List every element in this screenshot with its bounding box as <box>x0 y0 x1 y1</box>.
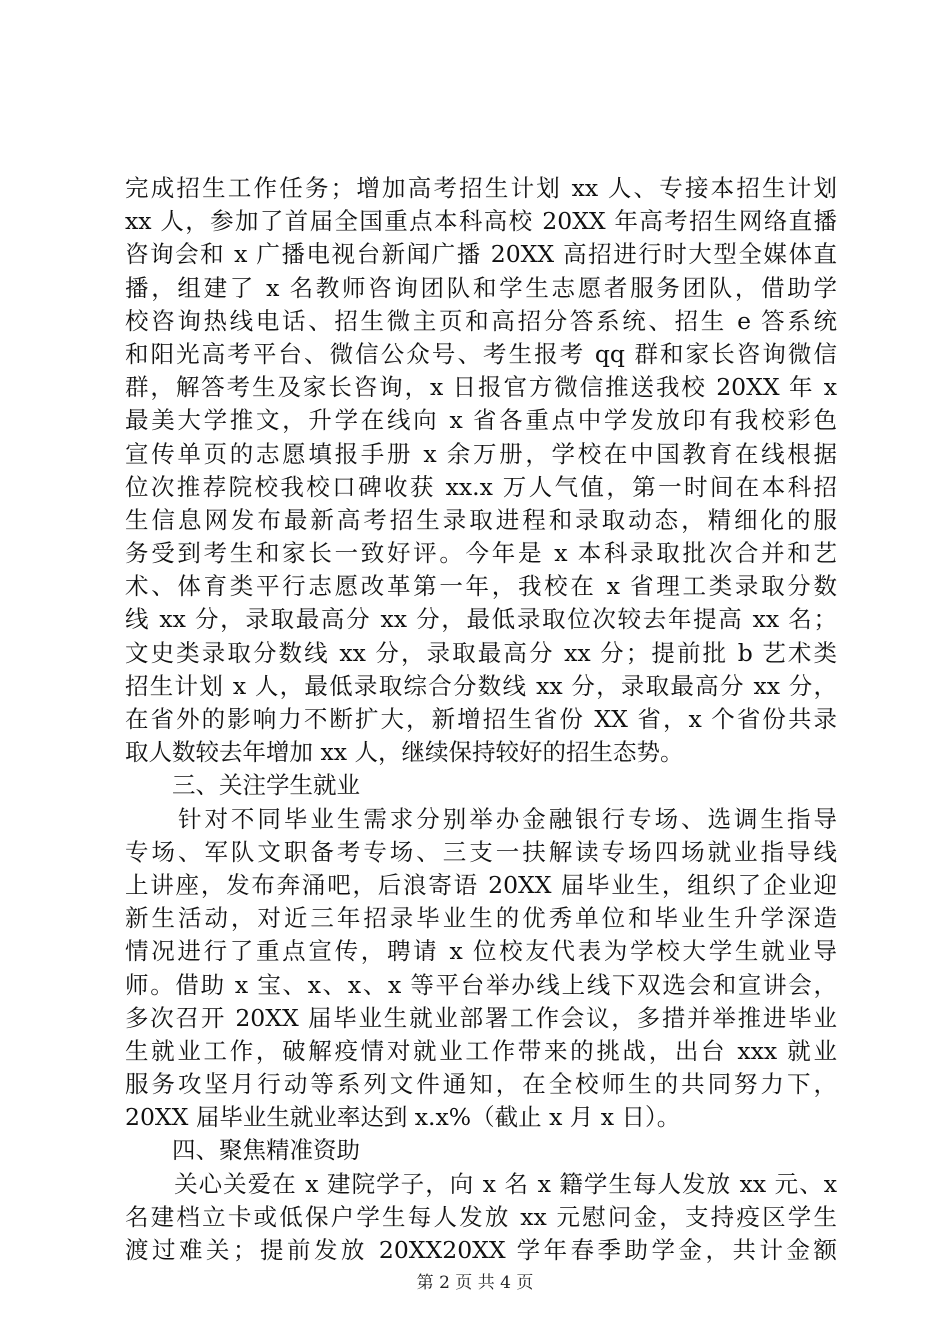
text-line: 群，解答考生及家长咨询，x 日报官方微信推送我校 20XX 年 x <box>125 373 837 402</box>
text-line: 专场、军队文职备考专场、三支一扶解读专场四场就业指导线 <box>125 837 837 866</box>
text-line: 咨询会和 x 广播电视台新闻广播 20XX 高招进行时大型全媒体直 <box>125 240 837 269</box>
text-line: 最美大学推文，升学在线向 x 省各重点中学发放印有我校彩色 <box>125 406 837 435</box>
text-line: 位次推荐院校我校口碑收获 xx.x 万人气值，第一时间在本科招 <box>125 472 837 501</box>
text-line: 播，组建了 x 名教师咨询团队和学生志愿者服务团队，借助学 <box>125 273 837 302</box>
document-body <box>125 172 837 1267</box>
text-line: 情况进行了重点宣传，聘请 x 位校友代表为学校大学生就业导 <box>125 937 837 966</box>
text-line: 20XX 届毕业生就业率达到 x.x%（截止 x 月 x 日）。 <box>125 1103 681 1132</box>
text-line: 服务攻坚月行动等系列文件通知，在全校师生的共同努力下， <box>125 1070 837 1099</box>
page-number: 第 2 页 共 4 页 <box>416 1273 534 1293</box>
text-line: 校咨询热线电话、招生微主页和高招分答系统、招生 e 答系统 <box>125 306 837 335</box>
text-line: 关心关爱在 x 建院学子，向 x 名 x 籍学生每人发放 xx 元、x <box>125 1169 837 1198</box>
text-line: xx 人，参加了首届全国重点本科高校 20XX 年高考招生网络直播 <box>125 207 837 236</box>
text-line: 在省外的影响力不断扩大，新增招生省份 XX 省，x 个省份共录 <box>125 705 837 733</box>
text-line: 招生计划 x 人，最低录取综合分数线 xx 分，录取最高分 xx 分， <box>125 671 837 700</box>
text-line: 渡过难关；提前发放 20XX20XX 学年春季助学金，共计金额 <box>125 1236 837 1264</box>
text-line: 师。借助 x 宝、x、x、x 等平台举办线上线下双选会和宣讲会， <box>125 970 837 999</box>
text-line: 生就业工作，破解疫情对就业工作带来的挑战，出台 xxx 就业 <box>125 1036 837 1065</box>
text-line: 文史类录取分数线 xx 分，录取最高分 xx 分；提前批 b 艺术类 <box>125 638 837 667</box>
text-line: 多次召开 20XX 届毕业生就业部署工作会议，多措并举推进毕业 <box>125 1003 837 1032</box>
text-line: 生信息网发布最新高考招生录取进程和录取动态，精细化的服 <box>125 505 837 534</box>
text-line: 务受到考生和家长一致好评。今年是 x 本科录取批次合并和艺 <box>125 539 837 568</box>
text-line: 宣传单页的志愿填报手册 x 余万册，学校在中国教育在线根据 <box>125 439 837 468</box>
text-line: 和阳光高考平台、微信公众号、考生报考 qq 群和家长咨询微信 <box>125 339 837 368</box>
text-line: 取人数较去年增加 xx 人，继续保持较好的招生态势。 <box>125 738 684 767</box>
page-footer <box>0 1272 950 1294</box>
text-line: 新生活动，对近三年招录毕业生的优秀单位和毕业生升学深造 <box>125 904 837 933</box>
text-line: 针对不同毕业生需求分别举办金融银行专场、选调生指导 <box>125 804 837 833</box>
text-line: 名建档立卡或低保户学生每人发放 xx 元慰问金，支持疫区学生 <box>125 1202 837 1231</box>
section-heading: 四、聚焦精准资助 <box>125 1136 360 1165</box>
text-line: 线 xx 分，录取最高分 xx 分，最低录取位次较去年提高 xx 名； <box>125 605 837 634</box>
section-heading: 三、关注学生就业 <box>125 771 360 800</box>
text-line: 上讲座，发布奔涌吧，后浪寄语 20XX 届毕业生，组织了企业迎 <box>125 870 837 899</box>
text-line: 完成招生工作任务；增加高考招生计划 xx 人、专接本招生计划 <box>125 174 837 202</box>
text-line: 术、体育类平行志愿改革第一年，我校在 x 省理工类录取分数 <box>125 572 837 601</box>
